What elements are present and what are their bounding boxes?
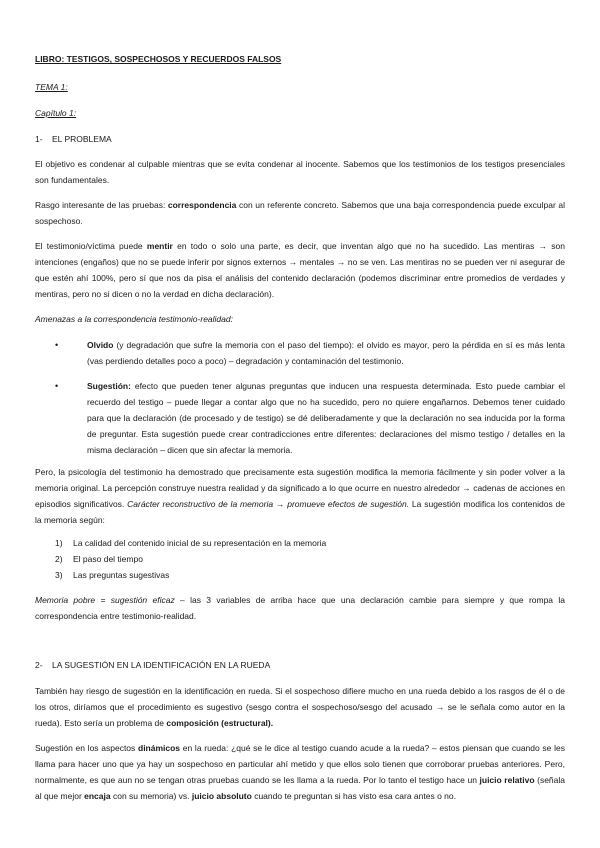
bullet-dot: •	[55, 340, 59, 350]
paragraph-memoria-pobre-text: – las 3 variables de arriba hace que una declaración cambie para siempre y que rompa la correspondencia entre testimonio-realidad.	[35, 595, 565, 621]
list-item-number: 3)	[55, 570, 63, 580]
section-1-title: EL PROBLEMA	[52, 134, 112, 144]
list-item	[35, 567, 565, 583]
bullet-olvido-text	[87, 337, 565, 369]
paragraph-mentir-text: El testimonio/víctima puede	[35, 241, 147, 251]
section-2-number: 2-	[35, 660, 43, 670]
list-item	[35, 535, 565, 551]
keyword-encaja: encaja	[84, 791, 111, 801]
paragraph-rasgo-text-2: con un referente concreto. Sabemos que una baja correspondencia puede exculpar al sospechoso.	[35, 200, 565, 226]
list-item-text: Las preguntas sugestivas	[73, 570, 170, 580]
keyword-dinamicos: dinámicos	[138, 743, 181, 753]
document-title: LIBRO: TESTIGOS, SOSPECHOSOS Y RECUERDOS FALSOS	[35, 54, 282, 64]
bullet-olvido	[35, 337, 565, 369]
paragraph-dinamicos-text-2: en la rueda: ¿qué se le dice al testigo cuando acude a la rueda? – estos piensan que cuando se les llama para hacer uno que ya hay un sospechoso en particular ahí metido y que ellos solo tienen que corroborar pruebas anteriores. Pero, normalmente, es que aun no se tengan otras pruebas cuando se les llama a la rueda. Por lo tanto el testigo hace un	[35, 743, 565, 785]
keyword-juicio-absoluto: juicio absoluto	[191, 791, 252, 801]
paragraph-objetivo: El objetivo es condenar al culpable mientras que se evita condenar al inocente. Sabemos que los testimonios de los testigos presenciales son fundamentales.	[35, 159, 565, 185]
paragraph-dinamicos-text-3: (señala al que mejor	[35, 775, 565, 801]
paragraph-dinamicos-text-5: cuando te preguntan si has visto esa cara antes o no.	[251, 791, 456, 801]
paragraph-dinamicos-text: Sugestión en los aspectos	[35, 743, 138, 753]
numbered-list	[35, 535, 565, 583]
keyword-sugestion: Sugestión:	[87, 381, 131, 391]
section-1-number: 1-	[35, 134, 43, 144]
paragraph-psicologia	[35, 464, 565, 528]
list-item-text: El paso del tiempo	[73, 554, 143, 564]
paragraph-mentir-text-2: en todo o solo una parte, es decir, que inventan algo que no ha sucedido. Las mentiras → son intenciones (engaños) que no se puede inferir por signos externos → mentales → no se ven. Las mentiras no se pueden ver ni asegurar de que estén ahí 100%, pero sí que nos da pisa el análisis del contenido declaración (podemos discriminar entre promedios de verdades y mentiras, pero no si dicen o no la verdad en dicha declaración).	[35, 241, 565, 299]
keyword-correspondencia: correspondencia	[167, 200, 237, 210]
paragraph-dinamicos-text-4: con su memoria) vs.	[110, 791, 192, 801]
bullet-sugestion-body: efecto que pueden tener algunas preguntas que inducen una respuesta determinada. Esto puede cambiar el recuerdo del testigo – puede llegar a contar algo que no ha sucedido, pero no quiere engañarnos. Debemos tener cuidado para que la declaración (de procesado y de testigo) se dé deliberadamente y que la declaración no sea inducida por la forma de preguntar. Esta sugestión puede crear contradicciones entre diferentes: declaraciones del mismo testigo / detalles en la misma declaración – dicen que sin afectar la memoria.	[87, 381, 565, 455]
paragraph-rueda-text: También hay riesgo de sugestión en la identificación en rueda. Si el sospechoso difiere mucho en una rueda debido a los rasgos de él o de los otros, diríamos que el procedimiento es sugestivo (sesgo contra el sospechoso/sesgo del acusado → se le señala como autor en la rueda). Esto sería un problema de	[35, 686, 565, 728]
paragraph-rueda	[35, 683, 565, 731]
bullet-dot: •	[55, 381, 59, 391]
list-item	[35, 551, 565, 567]
memoria-pobre-phrase: Memoria pobre = sugestión eficaz	[35, 595, 175, 605]
keyword-olvido: Olvido	[87, 340, 114, 350]
bullet-sugestion	[35, 378, 565, 458]
caracter-reconstructivo: Carácter reconstructivo de la memoria → promueve efectos de sugestión.	[127, 499, 410, 509]
list-item-text: La calidad del contenido inicial de su representación en la memoria	[73, 538, 327, 548]
list-item-number: 2)	[55, 554, 63, 564]
paragraph-dinamicos	[35, 740, 565, 804]
paragraph-rasgo-text: Rasgo interesante de las pruebas:	[35, 200, 168, 210]
list-item-number: 1)	[55, 538, 63, 548]
keyword-juicio-relativo: juicio relativo	[479, 775, 535, 785]
tema-heading: TEMA 1:	[35, 82, 68, 92]
section-2-title: LA SUGESTIÓN EN LA IDENTIFICACIÓN EN LA RUEDA	[52, 660, 271, 670]
paragraph-psicologia-text-2: La sugestión modifica los contenidos de la memoria según:	[35, 499, 565, 525]
paragraph-mentir	[35, 238, 565, 302]
paragraph-psicologia-text: Pero, la psicología del testimonio ha demostrado que precisamente esta sugestión modifica la memoria fácilmente y sin poder volver a la memoria original. La percepción construye nuestra realidad y da significado a lo que ocurre en nuestro alrededor → cadenas de acciones en episodios significativos.	[35, 467, 565, 509]
keyword-mentir: mentir	[146, 241, 173, 251]
paragraph-memoria-pobre	[35, 592, 565, 624]
keyword-composicion: composición (estructural).	[166, 718, 274, 728]
section-1-heading	[35, 131, 565, 147]
amenazas-heading: Amenazas a la correspondencia testimonio-realidad:	[35, 314, 233, 324]
section-2-heading	[35, 657, 565, 673]
bullet-sugestion-text	[87, 378, 565, 458]
bullet-olvido-body: (y degradación que sufre la memoria con el paso del tiempo): el olvido es mayor, pero la pérdida en sí es más lenta (vas perdiendo detalles poco a poco) – degradación y contaminación del testimonio.	[87, 340, 565, 366]
capitulo-heading: Capítulo 1:	[35, 108, 77, 118]
paragraph-rasgo	[35, 197, 565, 229]
